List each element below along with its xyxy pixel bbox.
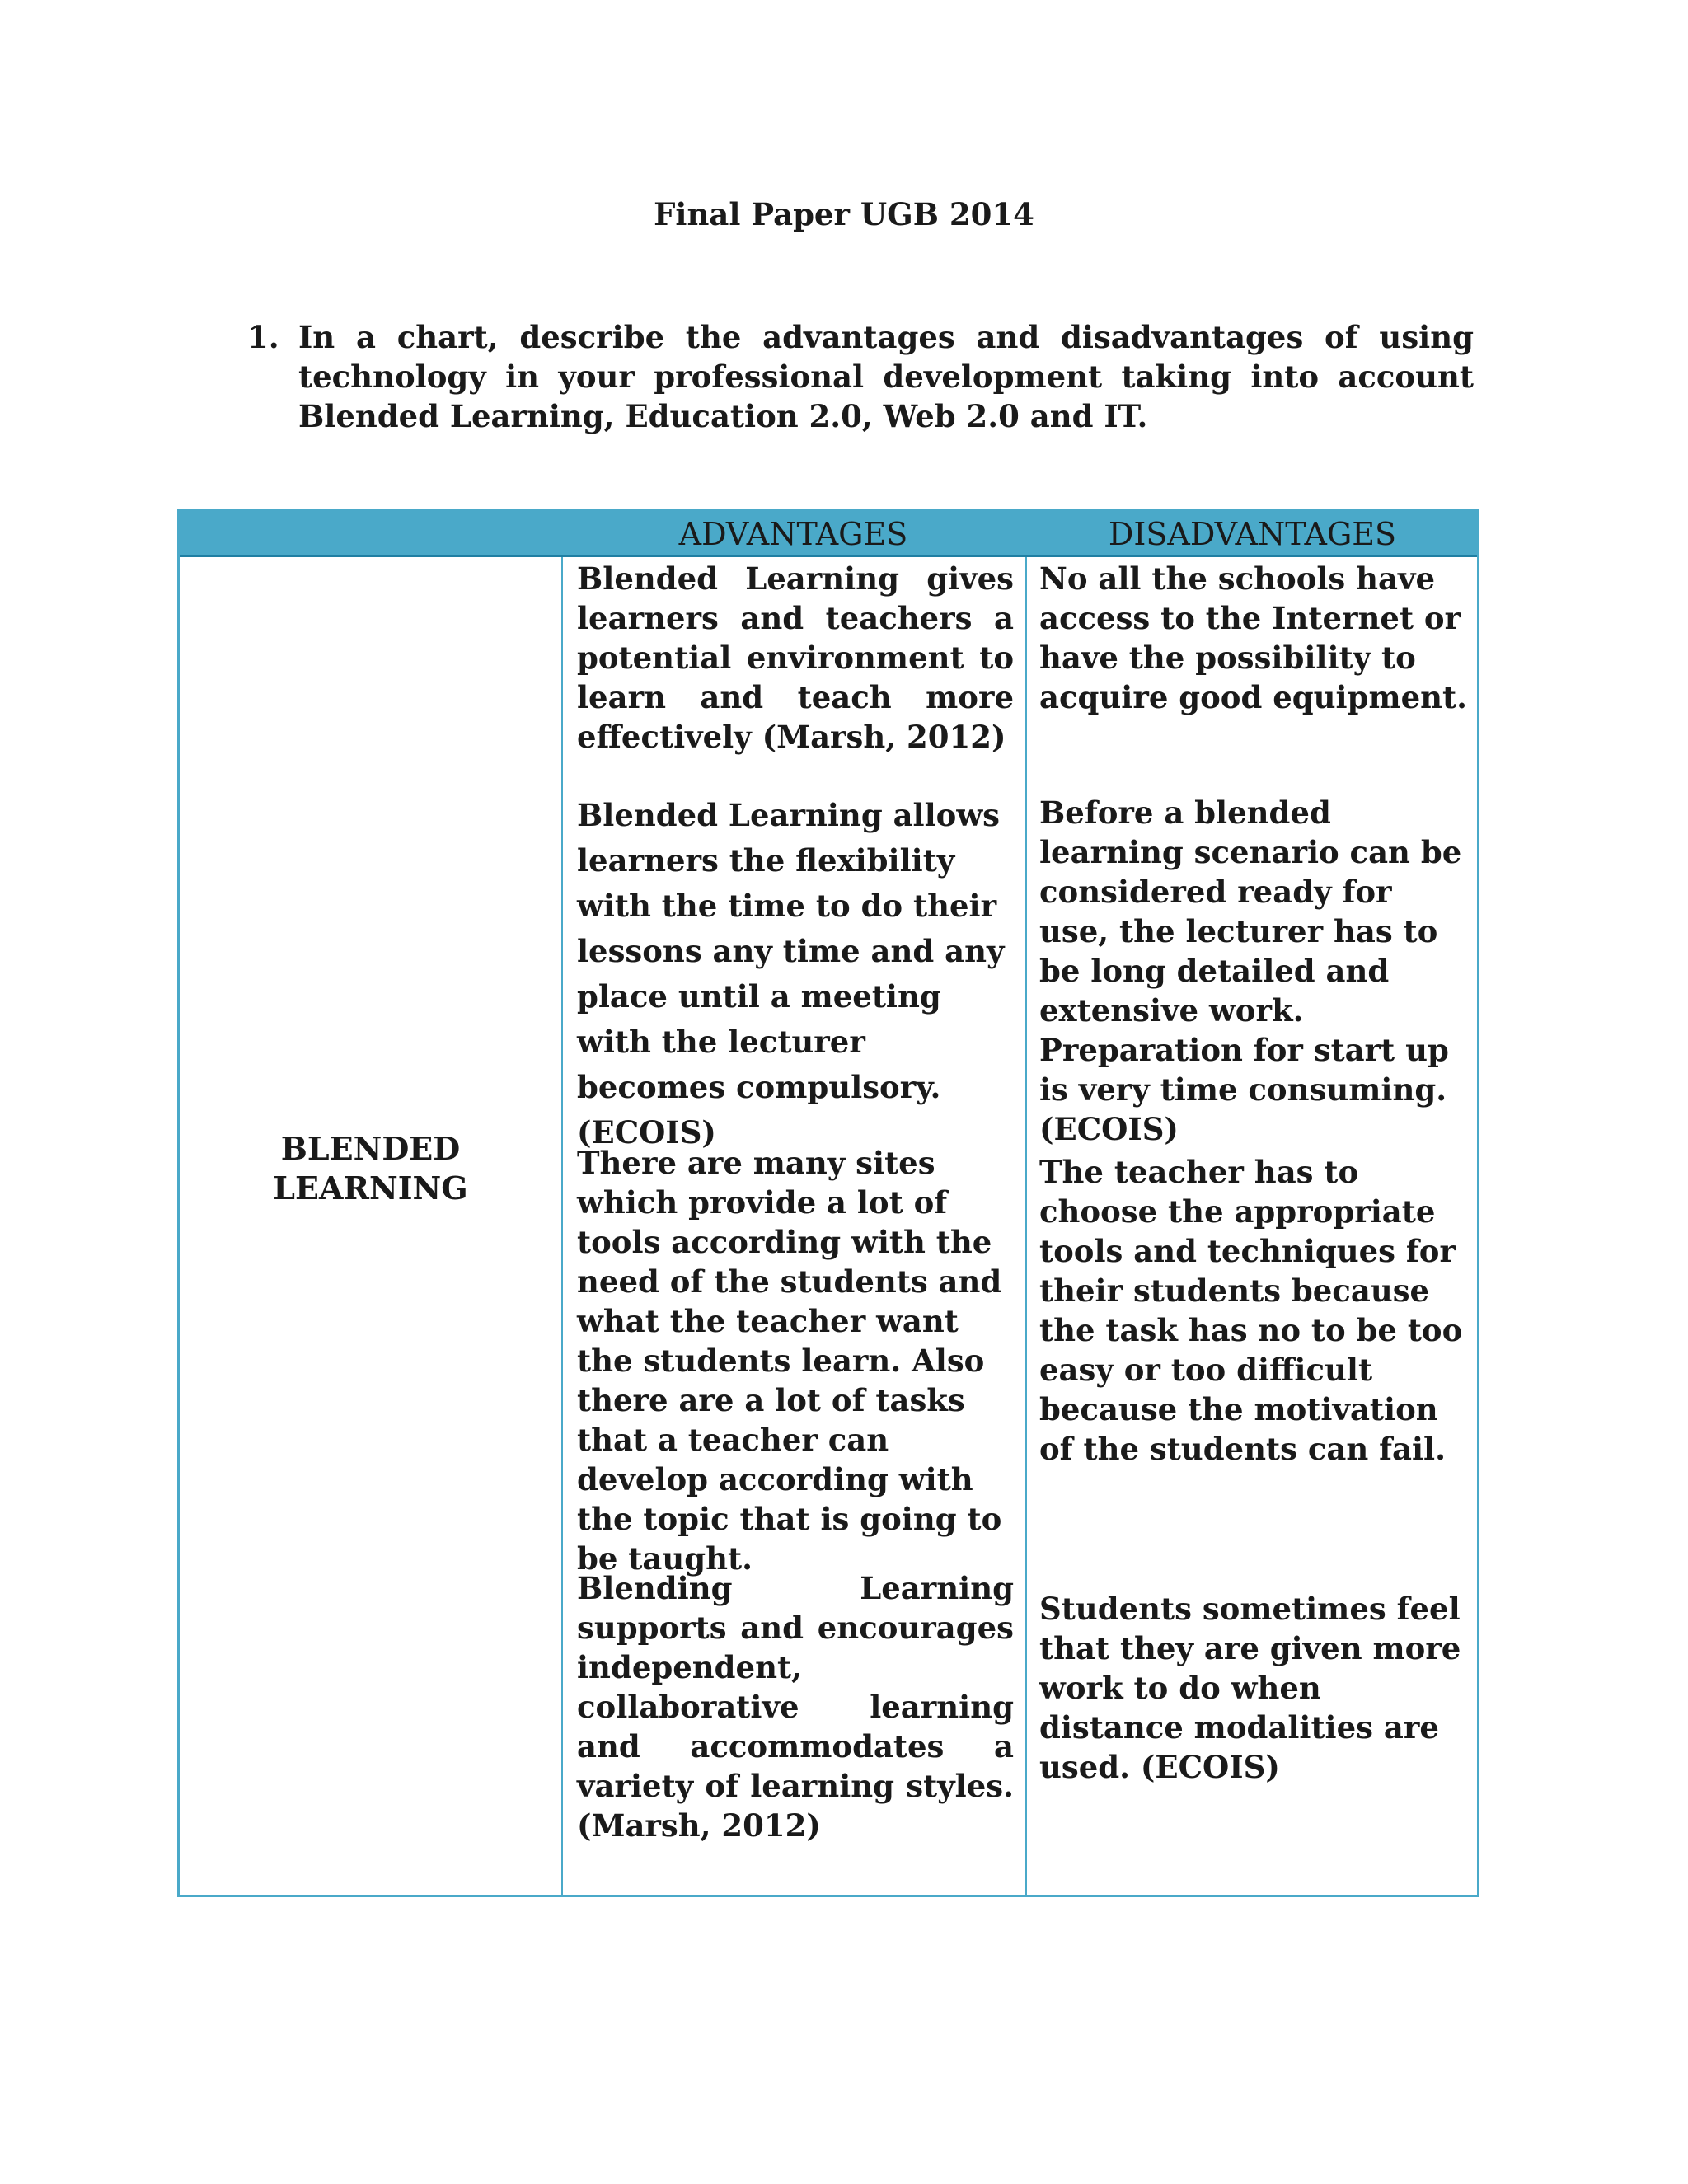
column-divider <box>561 557 563 1895</box>
column-header-disadvantages: DISADVANTAGES <box>1108 516 1397 552</box>
advantage-item: Blended Learning gives learners and teachers a potential environment to learn and teach more effectively (Marsh, 2012) <box>577 560 1014 755</box>
disadvantage-item: No all the schools have access to the Internet or have the possibility to acquire good equipment. <box>1039 560 1468 715</box>
advantage-item: There are many sites which provide a lot of tools according with the need of the students and what the teacher want the students learn. Also there are a lot of tasks that a teacher can develop according with the topic that is going to be taught. <box>577 1145 1002 1577</box>
question-text: In a chart, describe the advantages and disadvantages of using technology in your professional development taking into account Blended Learning, Education 2.0, Web 2.0 and IT. <box>298 319 1474 434</box>
chart-header-row <box>180 511 1477 557</box>
disadvantage-item: The teacher has to choose the appropriate tools and techniques for their students because the task has no to be too easy or too difficult because the motivation of the students can fail. <box>1039 1154 1463 1467</box>
column-divider <box>1025 557 1027 1895</box>
question-number: 1. <box>247 319 279 355</box>
column-header-advantages: ADVANTAGES <box>678 516 908 552</box>
advantage-item: Blending Learning supports and encourages independent, collaborative learning and accommodates a variety of learning styles. (Marsh, 2012) <box>577 1570 1014 1844</box>
disadvantage-item: Before a blended learning scenario can be considered ready for use, the lecturer has to be long detailed and extensive work. Preparation for start up is very time consuming. (ECOIS) <box>1039 794 1462 1147</box>
page-title: Final Paper UGB 2014 <box>654 196 1034 232</box>
advantage-item: Blended Learning allows learners the flexibility with the time to do their lessons any time and any place until a meeting with the lecturer becomes compulsory. (ECOIS) <box>577 797 1005 1151</box>
row-label-blended-learning: BLENDED LEARNING <box>273 1130 468 1207</box>
advantages-disadvantages-chart <box>177 509 1479 1897</box>
disadvantage-item: Students sometimes feel that they are given more work to do when distance modalities are used. (ECOIS) <box>1039 1591 1461 1785</box>
question-item <box>247 317 1474 436</box>
